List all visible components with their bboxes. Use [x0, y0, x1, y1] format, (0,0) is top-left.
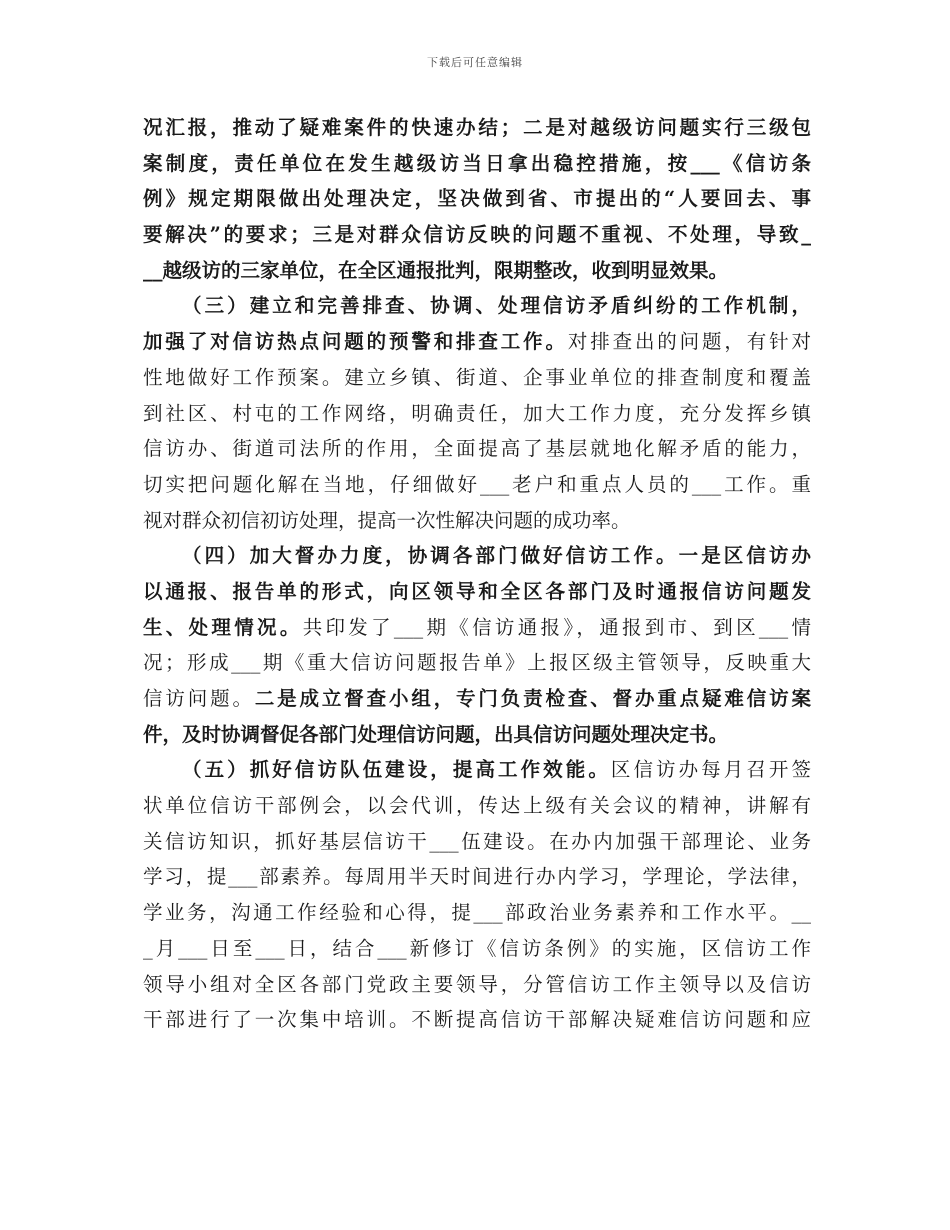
text-line [143, 110, 811, 146]
text-line [143, 645, 811, 681]
text-segment: 关信访知识，抓好基层信访干___伍建设。在办内加强干部理论、业务 [143, 829, 811, 853]
text-segment: 领导小组对全区各部门党政主要领导，分管信访工作主领导以及信访 [143, 972, 811, 996]
text-segment: 信访问题。 [143, 687, 255, 710]
text-line [143, 788, 811, 824]
text-line [143, 717, 811, 753]
text-segment: 区信访办每月召开签 [610, 758, 811, 782]
text-segment: 对排查出的问题，有针对 [567, 330, 811, 354]
bold-text-segment: 生、处理情况。 [143, 615, 303, 639]
text-line [143, 324, 811, 360]
text-line [143, 146, 811, 182]
text-segment: 干部进行了一次集中培训。不断提高信访干部解决疑难信访问题和应 [143, 1008, 811, 1032]
text-segment: 况；形成___期《重大信访问题报告单》上报区级主管领导，反映重大 [143, 651, 811, 675]
bold-text-segment: 要解决”的要求；三是对群众信访反映的问题不重视、不处理，导致_ [143, 223, 811, 247]
text-segment: 状单位信访干部例会，以会代训，传达上级有关会议的精神，讲解有 [143, 794, 811, 818]
text-segment: 到社区、村屯的工作网络，明确责任，加大工作力度，充分发挥乡镇 [143, 401, 811, 425]
bold-text-segment: 例》规定期限做出处理决定，坚决做到省、市提出的“人要回去、事 [143, 187, 811, 211]
text-segment: 共印发了___期《信访通报》，通报到市、到区___情 [302, 615, 811, 639]
document-body [143, 110, 811, 1038]
text-segment: 学业务，沟通工作经验和心得，提___部政治业务素养和工作水平。__ [143, 901, 811, 925]
text-line [143, 538, 811, 574]
text-line [143, 181, 811, 217]
bold-text-segment: __越级访的三家单位，在全区通报批判，限期整改，收到明显效果。 [143, 258, 729, 282]
text-line [143, 217, 811, 253]
text-line [143, 360, 811, 396]
text-segment: 学习，提___部素养。每周用半天时间进行办内学习，学理论，学法律， [143, 865, 811, 889]
text-line [143, 503, 811, 539]
text-segment: 性地做好工作预案。建立乡镇、街道、企事业单位的排查制度和覆盖 [143, 365, 811, 389]
bold-text-segment: （三）建立和完善排查、协调、处理信访矛盾纠纷的工作机制， [182, 294, 811, 318]
page-header: 下载后可任意编辑 [427, 56, 523, 69]
text-line [143, 752, 811, 788]
text-line [143, 895, 811, 931]
text-line [143, 610, 811, 646]
bold-text-segment: 以通报、报告单的形式，向区领导和全区各部门及时通报信访问题发 [143, 579, 811, 603]
text-segment: 信访办、街道司法所的作用，全面提高了基层就地化解矛盾的能力， [143, 437, 811, 461]
text-line [143, 253, 811, 289]
text-line [143, 431, 811, 467]
text-line [143, 824, 811, 860]
text-segment: _月___日至___日，结合___新修订《信访条例》的实施，区信访工作 [143, 936, 811, 960]
bold-text-segment: 况汇报，推动了疑难案件的快速办结；二是对越级访问题实行三级包 [143, 116, 811, 139]
text-segment: 视对群众初信初访处理，提高一次性解决问题的成功率。 [143, 508, 631, 532]
text-segment: 切实把问题化解在当地，仔细做好___老户和重点人员的___工作。重 [143, 472, 811, 496]
text-line [143, 931, 811, 967]
text-line [143, 396, 811, 432]
text-line [143, 288, 811, 324]
text-line [143, 681, 811, 717]
text-line [143, 1002, 811, 1038]
text-line [143, 967, 811, 1003]
text-line [143, 467, 811, 503]
bold-text-segment: （四）加大督办力度，协调各部门做好信访工作。一是区信访办 [182, 544, 811, 568]
bold-text-segment: 案制度，责任单位在发生越级访当日拿出稳控措施，按___《信访条 [143, 151, 811, 175]
text-line [143, 859, 811, 895]
text-line [143, 574, 811, 610]
bold-text-segment: 二是成立督查小组，专门负责检查、督办重点疑难信访案 [254, 687, 811, 710]
bold-text-segment: 件，及时协调督促各部门处理信访问题，出具信访问题处理决定书。 [143, 722, 729, 746]
bold-text-segment: （五）抓好信访队伍建设，提高工作效能。 [182, 758, 611, 782]
bold-text-segment: 加强了对信访热点问题的预警和排查工作。 [143, 330, 568, 354]
